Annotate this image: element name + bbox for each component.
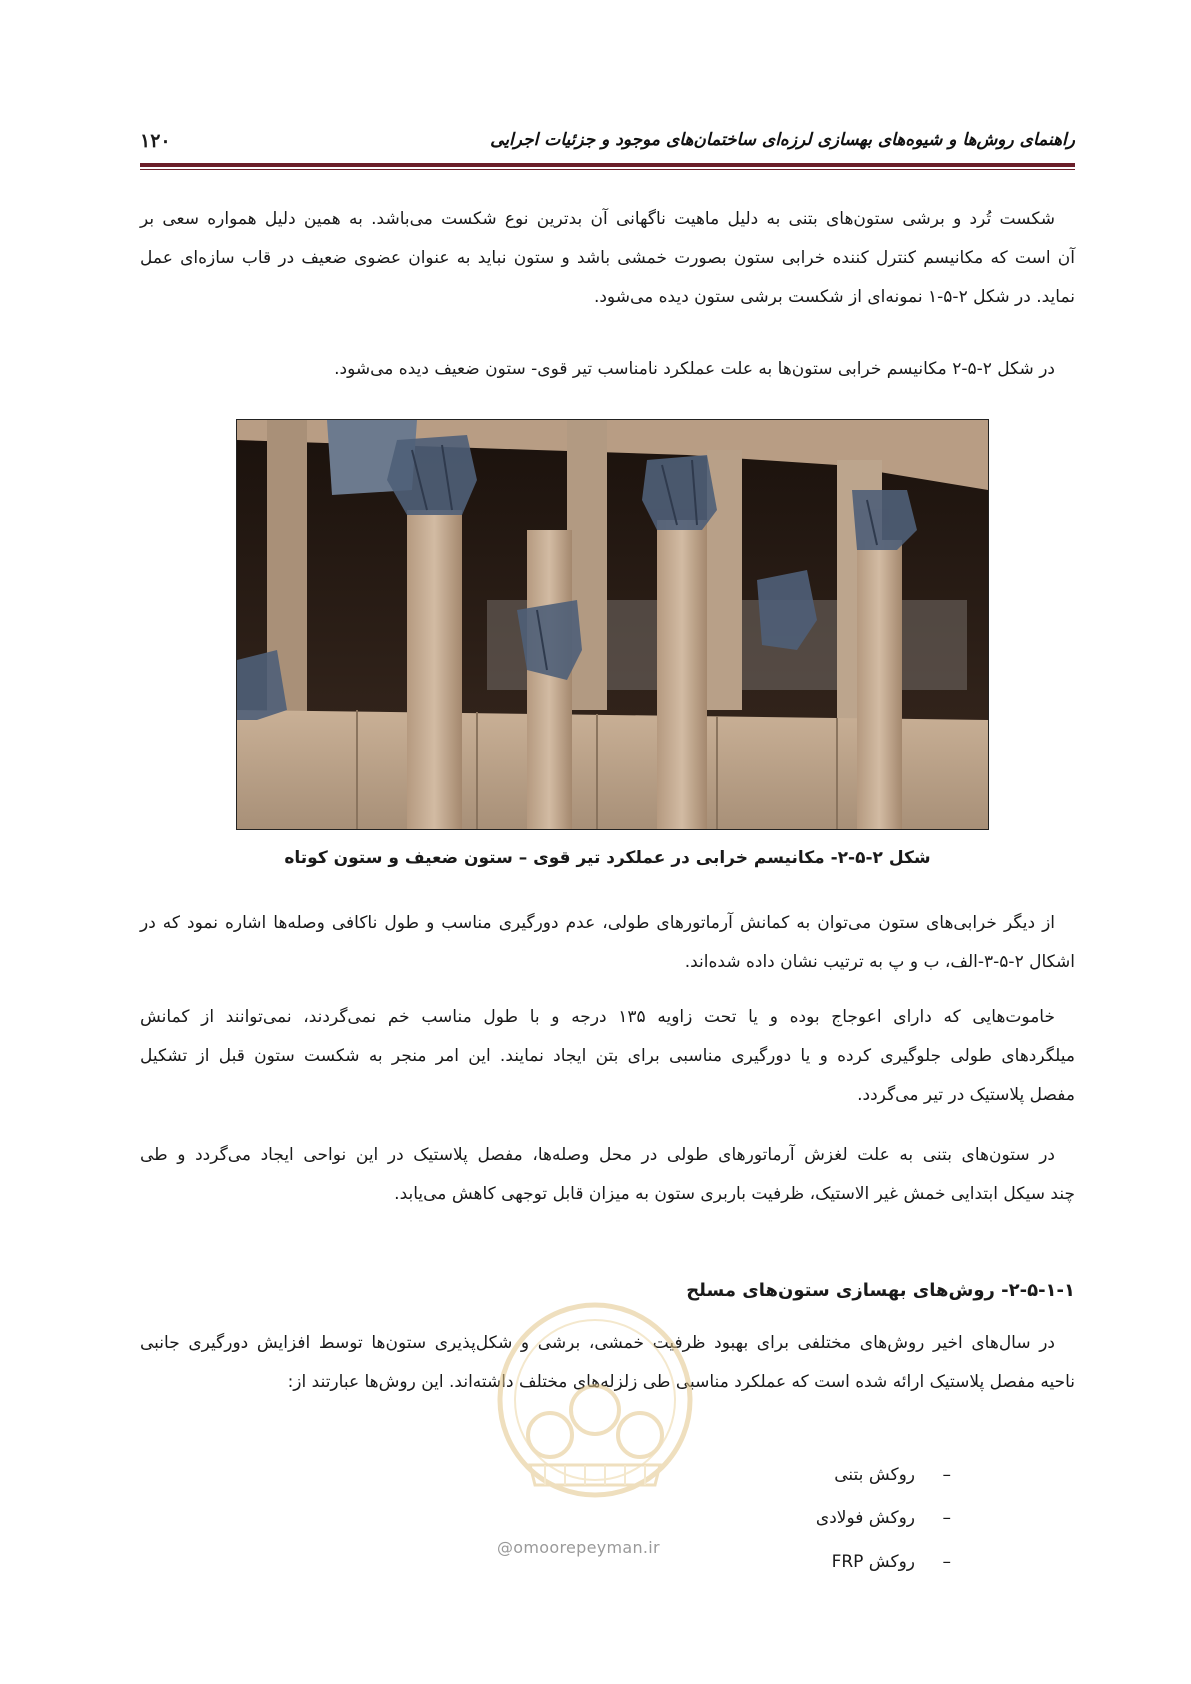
paragraph-line: آن است که مکانیسم کنترل کننده خرابی ستون بصورت خمشی باشد و ستون نباید به عنوان عضوی ضعیف در قاب سازه‌ای عمل [140, 248, 1075, 268]
list-item [834, 1465, 951, 1485]
paragraph-line: نماید. در شکل ۲-۵-۱ نمونه‌ای از شکست برشی ستون دیده می‌شود. [593, 287, 1075, 307]
page-number: ۱۲۰ [140, 130, 171, 152]
page-header [140, 128, 1075, 168]
paragraph-line: از دیگر خرابی‌های ستون می‌توان به کمانش آرماتورهای طولی، عدم دورگیری مناسب و طول ناکافی وصله‌ها اشاره نمود که در [140, 913, 1055, 933]
paragraph-line: در شکل ۲-۵-۲ مکانیسم خرابی ستون‌ها به علت عملکرد نامناسب تیر قوی- ستون ضعیف دیده می‌شود. [334, 359, 1055, 379]
paragraph-line: اشکال ۲-۵-۳-الف، ب و پ به ترتیب نشان داده شده‌اند. [684, 952, 1075, 972]
paragraph-line: شکست تُرد و برشی ستون‌های بتنی به دلیل ماهیت ناگهانی آن بدترین نوع شکست می‌باشد. به همین دلیل همواره سعی بر [140, 209, 1055, 229]
paragraph-3 [140, 904, 1075, 982]
watermark-url: @omoorepeyman.ir [497, 1538, 660, 1557]
paragraph-line: خاموت‌هایی که دارای اعوجاج بوده و یا تحت زاویه ۱۳۵ درجه و با طول مناسب خم نمی‌گردند، نمی‌توانند از کمانش [140, 1007, 1055, 1027]
header-rule-thin [140, 169, 1075, 170]
list-item [832, 1552, 951, 1572]
paragraph-line: در سال‌های اخیر روش‌های مختلفی برای بهبود ظرفیت خمشی، برشی و شکل‌پذیری ستون‌ها توسط افزایش دورگیری جانبی [140, 1333, 1055, 1353]
figure-caption: شکل ۲-۵-۲- مکانیسم خرابی در عملکرد تیر قوی – ستون ضعیف و ستون کوتاه [284, 848, 931, 868]
list-item-label: روکش بتنی [834, 1465, 915, 1485]
list-item-label: روکش فولادی [815, 1508, 915, 1528]
list-item [816, 1508, 951, 1528]
list-dash: – [942, 1552, 951, 1572]
paragraph-1 [140, 200, 1075, 317]
header-rule [140, 163, 1075, 167]
section-heading: ۲-۵-۱-۱- روش‌های بهسازی ستون‌های مسلح [686, 1280, 1075, 1301]
list-dash: – [942, 1508, 951, 1528]
watermark-seal [490, 1290, 700, 1550]
figure-photo-collapsed-columns [236, 419, 989, 830]
paragraph-line: در ستون‌های بتنی به علت لغزش آرماتورهای طولی در محل وصله‌ها، مفصل پلاستیک در این نواحی ایجاد می‌گردد و طی [140, 1145, 1055, 1165]
paragraph-line: ناحیه مفصل پلاستیک ارائه شده است که عملکرد مناسبی طی زلزله‌های مختلف داشته‌اند. این روش‌ها عبارتند از: [287, 1372, 1075, 1392]
list-item-label: روکش FRP [831, 1552, 915, 1572]
paragraph-line: چند سیکل ابتدایی خمش غیر الاستیک، ظرفیت باربری ستون به میزان قابل توجهی کاهش می‌یابد. [394, 1184, 1075, 1204]
header-title: راهنمای روش‌ها و شیوه‌های بهسازی لرزه‌ای ساختمان‌های موجود و جزئیات اجرایی [490, 130, 1075, 150]
paragraph-2 [140, 350, 1075, 389]
list-dash: – [942, 1465, 951, 1485]
paragraph-line: میلگردهای طولی جلوگیری کرده و یا دورگیری مناسبی برای بتن ایجاد نمایند. این امر منجر به شکست ستون قبل از تشکیل [140, 1046, 1075, 1066]
paragraph-line: مفصل پلاستیک در تیر می‌گردد. [857, 1085, 1075, 1105]
paragraph-4 [140, 998, 1075, 1115]
paragraph-5 [140, 1136, 1075, 1214]
